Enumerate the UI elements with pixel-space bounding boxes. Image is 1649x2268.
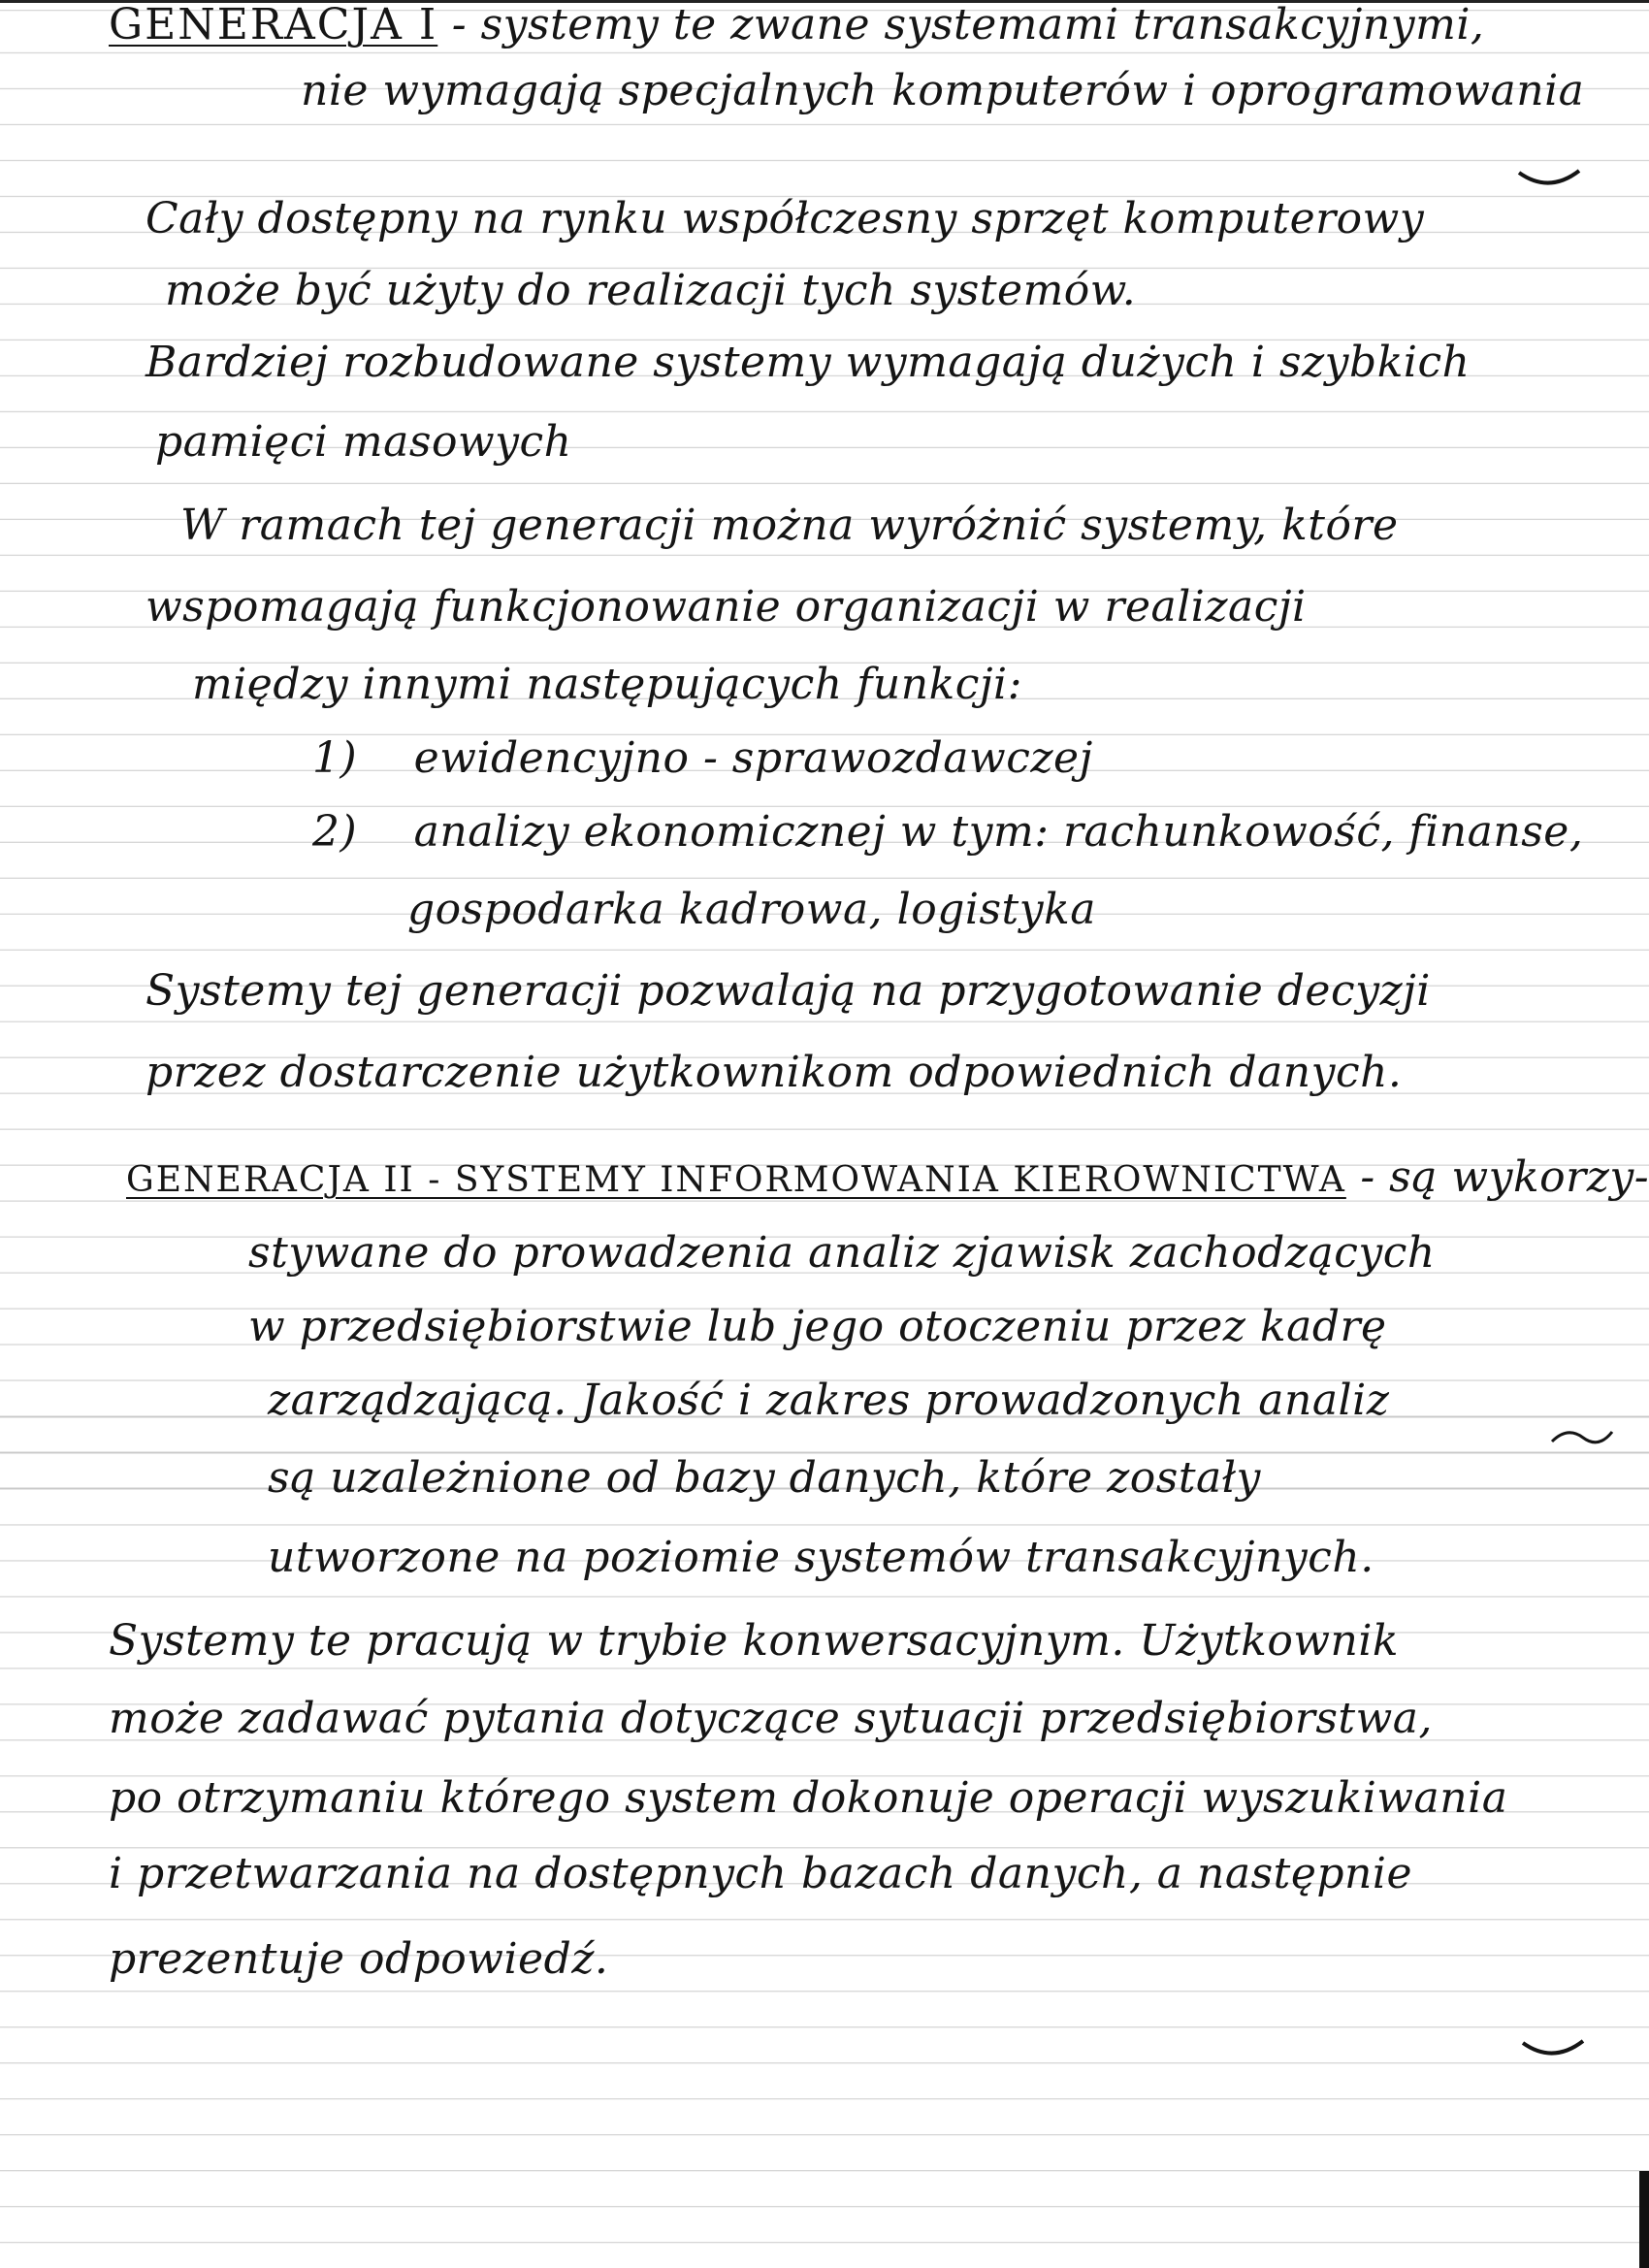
dialog-line-1: Systemy te pracują w trybie konwersacyjnym. Użytkownik	[109, 1616, 1400, 1666]
functions-line-3: między innymi następujących funkcji:	[192, 660, 1022, 709]
hardware-line-2: może być użyty do realizacji tych systemów.	[165, 266, 1137, 315]
functions-line-1: W ramach tej generacji można wyróżnić systemy, które	[180, 501, 1399, 550]
tilde-mark-icon	[1548, 1424, 1616, 1449]
generation-2-line-2: stywane do prowadzenia analiz zjawisk zachodzących	[248, 1228, 1436, 1278]
functions-line-2: wspomagają funkcjonowanie organizacji w realizacji	[146, 582, 1307, 632]
generation-1-intro: - systemy te zwane systemami transakcyjnymi,	[437, 0, 1485, 49]
end-mark-icon	[1515, 167, 1583, 192]
generation-2-heading: GENERACJA II - SYSTEMY INFORMOWANIA KIEROWNICTWA	[126, 1160, 1346, 1200]
function-item-1-number: 1)	[312, 733, 358, 783]
hardware-line-3: Bardziej rozbudowane systemy wymagają dużych i szybkich	[146, 338, 1471, 387]
function-item-2	[312, 805, 1583, 859]
generation-2-line-5: są uzależnione od bazy danych, które zostały	[268, 1453, 1261, 1503]
function-item-1	[312, 731, 1093, 786]
dialog-line-5: prezentuje odpowiedź.	[109, 1934, 609, 1984]
end-mark-icon	[1519, 2037, 1587, 2062]
generation-2-line-4: zarządzającą. Jakość i zakres prowadzonych analiz	[268, 1376, 1390, 1425]
dialog-line-3: po otrzymaniu którego system dokonuje operacji wyszukiwania	[109, 1773, 1508, 1823]
hardware-line-4: pamięci masowych	[155, 417, 572, 467]
decisions-line-1: Systemy tej generacji pozwalają na przygotowanie decyzji	[146, 966, 1431, 1016]
hardware-line-1: Cały dostępny na rynku współczesny sprzęt komputerowy	[146, 194, 1425, 243]
function-item-2-text: analizy ekonomicznej w tym: rachunkowość, finanse,	[413, 807, 1584, 857]
function-item-2-number: 2)	[312, 807, 358, 857]
generation-2-intro: - są wykorzy-	[1345, 1152, 1649, 1202]
generation-1-line-2: nie wymagają specjalnych komputerów i oprogramowania	[301, 66, 1585, 115]
generation-2-line-3: w przedsiębiorstwie lub jego otoczeniu przez kadrę	[248, 1302, 1387, 1351]
dialog-line-4: i przetwarzania na dostępnych bazach danych, a następnie	[109, 1849, 1413, 1898]
generation-1-line-1	[109, 0, 1484, 52]
generation-2-line-6: utworzone na poziomie systemów transakcyjnych.	[268, 1533, 1374, 1582]
scan-edge-bar	[1639, 2171, 1649, 2268]
decisions-line-2: przez dostarczenie użytkownikom odpowiednich danych.	[146, 1048, 1403, 1097]
dialog-line-2: może zadawać pytania dotyczące sytuacji przedsiębiorstwa,	[109, 1694, 1433, 1743]
generation-1-heading: GENERACJA I	[109, 0, 438, 49]
generation-2-line-1	[126, 1150, 1649, 1208]
function-item-2-continuation: gospodarka kadrowa, logistyka	[407, 885, 1096, 934]
function-item-1-text: ewidencyjno - sprawozdawczej	[413, 733, 1093, 783]
